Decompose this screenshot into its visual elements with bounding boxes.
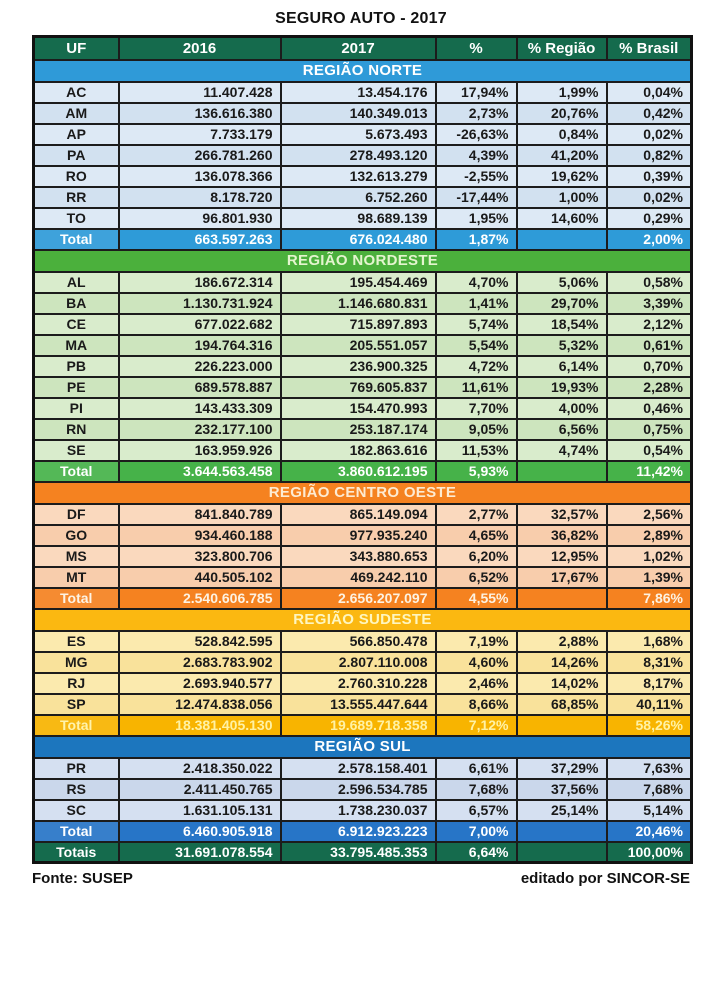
table-row	[34, 652, 692, 673]
value-cell: 205.551.057	[281, 335, 436, 356]
value-cell: 0,02%	[607, 124, 692, 145]
value-cell: 0,39%	[607, 166, 692, 187]
value-cell: 40,11%	[607, 694, 692, 715]
value-cell: 0,54%	[607, 440, 692, 461]
uf-cell: MT	[34, 567, 119, 588]
uf-cell: DF	[34, 504, 119, 525]
table-row	[34, 145, 692, 166]
value-cell: 143.433.309	[119, 398, 281, 419]
value-cell: 528.842.595	[119, 631, 281, 652]
table-row	[34, 567, 692, 588]
uf-cell: PR	[34, 758, 119, 779]
table-row	[34, 166, 692, 187]
uf-cell: PA	[34, 145, 119, 166]
uf-cell: MG	[34, 652, 119, 673]
grand-total-label-cell: Totais	[34, 842, 119, 863]
value-cell: 1.146.680.831	[281, 293, 436, 314]
value-cell: 1,41%	[436, 293, 517, 314]
region-total-value-cell: 2.656.207.097	[281, 588, 436, 609]
value-cell: 195.454.469	[281, 272, 436, 293]
value-cell: 0,84%	[517, 124, 607, 145]
value-cell: 689.578.887	[119, 377, 281, 398]
value-cell: 12.474.838.056	[119, 694, 281, 715]
value-cell: 232.177.100	[119, 419, 281, 440]
value-cell: 769.605.837	[281, 377, 436, 398]
region-total-value-cell: 7,12%	[436, 715, 517, 736]
uf-cell: GO	[34, 525, 119, 546]
region-header-row	[34, 482, 692, 504]
value-cell: 1.738.230.037	[281, 800, 436, 821]
value-cell: 4,74%	[517, 440, 607, 461]
region-total-value-cell: 676.024.480	[281, 229, 436, 250]
value-cell: 4,00%	[517, 398, 607, 419]
value-cell: 11,53%	[436, 440, 517, 461]
uf-cell: TO	[34, 208, 119, 229]
region-header-label: REGIÃO SUDESTE	[34, 609, 692, 631]
value-cell: 11.407.428	[119, 82, 281, 103]
value-cell: 7,63%	[607, 758, 692, 779]
value-cell: 1,99%	[517, 82, 607, 103]
value-cell: 2,77%	[436, 504, 517, 525]
value-cell: 29,70%	[517, 293, 607, 314]
region-header-label: REGIÃO CENTRO OESTE	[34, 482, 692, 504]
value-cell: 2.807.110.008	[281, 652, 436, 673]
value-cell: 20,76%	[517, 103, 607, 124]
table-row	[34, 673, 692, 694]
grand-total-value-cell: 33.795.485.353	[281, 842, 436, 863]
uf-cell: AM	[34, 103, 119, 124]
region-total-row	[34, 715, 692, 736]
uf-cell: CE	[34, 314, 119, 335]
table-row	[34, 440, 692, 461]
region-header-row	[34, 736, 692, 758]
uf-cell: MS	[34, 546, 119, 567]
value-cell: 2.693.940.577	[119, 673, 281, 694]
value-cell: 236.900.325	[281, 356, 436, 377]
value-cell: 2.683.783.902	[119, 652, 281, 673]
value-cell: 68,85%	[517, 694, 607, 715]
region-total-value-cell: 19.689.718.358	[281, 715, 436, 736]
region-total-value-cell: 7,00%	[436, 821, 517, 842]
table-row	[34, 694, 692, 715]
value-cell: 6,14%	[517, 356, 607, 377]
column-header-2017: 2017	[281, 37, 436, 60]
value-cell: 2.596.534.785	[281, 779, 436, 800]
region-total-value-cell	[517, 229, 607, 250]
uf-cell: ES	[34, 631, 119, 652]
value-cell: 37,29%	[517, 758, 607, 779]
region-total-label-cell: Total	[34, 461, 119, 482]
uf-cell: RR	[34, 187, 119, 208]
value-cell: 0,04%	[607, 82, 692, 103]
value-cell: 3,39%	[607, 293, 692, 314]
region-total-value-cell: 1,87%	[436, 229, 517, 250]
uf-cell: SE	[34, 440, 119, 461]
table-row	[34, 800, 692, 821]
value-cell: 5,06%	[517, 272, 607, 293]
value-cell: 841.840.789	[119, 504, 281, 525]
value-cell: 865.149.094	[281, 504, 436, 525]
value-cell: 2,89%	[607, 525, 692, 546]
value-cell: 1,02%	[607, 546, 692, 567]
value-cell: 14,02%	[517, 673, 607, 694]
value-cell: 2.418.350.022	[119, 758, 281, 779]
value-cell: 323.800.706	[119, 546, 281, 567]
value-cell: 6,57%	[436, 800, 517, 821]
region-total-label-cell: Total	[34, 229, 119, 250]
value-cell: 136.616.380	[119, 103, 281, 124]
table-header	[34, 37, 692, 60]
value-cell: 25,14%	[517, 800, 607, 821]
value-cell: 7,68%	[607, 779, 692, 800]
value-cell: 17,94%	[436, 82, 517, 103]
value-cell: 0,46%	[607, 398, 692, 419]
region-total-value-cell: 663.597.263	[119, 229, 281, 250]
uf-cell: SC	[34, 800, 119, 821]
value-cell: 5.673.493	[281, 124, 436, 145]
value-cell: 8,17%	[607, 673, 692, 694]
region-total-row	[34, 229, 692, 250]
region-total-value-cell: 2.540.606.785	[119, 588, 281, 609]
region-total-row	[34, 588, 692, 609]
value-cell: 278.493.120	[281, 145, 436, 166]
table-row	[34, 293, 692, 314]
value-cell: 566.850.478	[281, 631, 436, 652]
value-cell: 0,02%	[607, 187, 692, 208]
uf-cell: MA	[34, 335, 119, 356]
value-cell: 469.242.110	[281, 567, 436, 588]
value-cell: 2,28%	[607, 377, 692, 398]
region-total-row	[34, 821, 692, 842]
table-row	[34, 187, 692, 208]
value-cell: 163.959.926	[119, 440, 281, 461]
column-header-pct-brasil: % Brasil	[607, 37, 692, 60]
region-total-label-cell: Total	[34, 715, 119, 736]
value-cell: 934.460.188	[119, 525, 281, 546]
value-cell: 0,82%	[607, 145, 692, 166]
value-cell: 8.178.720	[119, 187, 281, 208]
value-cell: 4,70%	[436, 272, 517, 293]
value-cell: 7,19%	[436, 631, 517, 652]
value-cell: 1.631.105.131	[119, 800, 281, 821]
value-cell: 6.752.260	[281, 187, 436, 208]
region-total-value-cell: 7,86%	[607, 588, 692, 609]
table-row	[34, 419, 692, 440]
value-cell: 4,72%	[436, 356, 517, 377]
region-total-value-cell: 11,42%	[607, 461, 692, 482]
region-total-label-cell: Total	[34, 821, 119, 842]
value-cell: 13.454.176	[281, 82, 436, 103]
value-cell: 0,75%	[607, 419, 692, 440]
value-cell: 136.078.366	[119, 166, 281, 187]
region-total-value-cell	[517, 588, 607, 609]
value-cell: 0,70%	[607, 356, 692, 377]
value-cell: 36,82%	[517, 525, 607, 546]
table-row	[34, 525, 692, 546]
value-cell: 0,61%	[607, 335, 692, 356]
value-cell: 266.781.260	[119, 145, 281, 166]
value-cell: 0,42%	[607, 103, 692, 124]
value-cell: 154.470.993	[281, 398, 436, 419]
value-cell: 98.689.139	[281, 208, 436, 229]
region-header-row	[34, 60, 692, 82]
value-cell: 96.801.930	[119, 208, 281, 229]
column-header-uf: UF	[34, 37, 119, 60]
region-total-value-cell: 58,26%	[607, 715, 692, 736]
grand-total-row	[34, 842, 692, 863]
table-row	[34, 82, 692, 103]
region-total-value-cell: 18.381.405.130	[119, 715, 281, 736]
value-cell: 14,60%	[517, 208, 607, 229]
uf-cell: BA	[34, 293, 119, 314]
value-cell: -17,44%	[436, 187, 517, 208]
value-cell: 13.555.447.644	[281, 694, 436, 715]
value-cell: 8,31%	[607, 652, 692, 673]
value-cell: 6,56%	[517, 419, 607, 440]
region-total-value-cell: 2,00%	[607, 229, 692, 250]
region-total-label-cell: Total	[34, 588, 119, 609]
region-header-row	[34, 609, 692, 631]
value-cell: 677.022.682	[119, 314, 281, 335]
value-cell: 12,95%	[517, 546, 607, 567]
table-row	[34, 546, 692, 567]
region-total-row	[34, 461, 692, 482]
value-cell: 2.760.310.228	[281, 673, 436, 694]
value-cell: 2.411.450.765	[119, 779, 281, 800]
value-cell: -26,63%	[436, 124, 517, 145]
table-footer	[32, 870, 690, 887]
value-cell: 41,20%	[517, 145, 607, 166]
value-cell: 7,70%	[436, 398, 517, 419]
uf-cell: AP	[34, 124, 119, 145]
value-cell: 2,88%	[517, 631, 607, 652]
value-cell: 17,67%	[517, 567, 607, 588]
value-cell: 715.897.893	[281, 314, 436, 335]
value-cell: 5,14%	[607, 800, 692, 821]
value-cell: 140.349.013	[281, 103, 436, 124]
region-total-value-cell: 3.860.612.195	[281, 461, 436, 482]
value-cell: 132.613.279	[281, 166, 436, 187]
value-cell: 14,26%	[517, 652, 607, 673]
value-cell: 19,62%	[517, 166, 607, 187]
table-row	[34, 272, 692, 293]
table-row	[34, 335, 692, 356]
table-row	[34, 631, 692, 652]
grand-total-value-cell: 31.691.078.554	[119, 842, 281, 863]
report-sheet	[32, 0, 690, 887]
uf-cell: AC	[34, 82, 119, 103]
value-cell: 5,32%	[517, 335, 607, 356]
table-row	[34, 103, 692, 124]
header-row	[34, 37, 692, 60]
uf-cell: SP	[34, 694, 119, 715]
table-row	[34, 758, 692, 779]
table-row	[34, 377, 692, 398]
value-cell: 7,68%	[436, 779, 517, 800]
uf-cell: RN	[34, 419, 119, 440]
grand-total-value-cell	[517, 842, 607, 863]
value-cell: 6,61%	[436, 758, 517, 779]
column-header-2016: 2016	[119, 37, 281, 60]
uf-cell: PB	[34, 356, 119, 377]
value-cell: 343.880.653	[281, 546, 436, 567]
value-cell: 226.223.000	[119, 356, 281, 377]
value-cell: 7.733.179	[119, 124, 281, 145]
value-cell: 32,57%	[517, 504, 607, 525]
uf-cell: PI	[34, 398, 119, 419]
value-cell: 4,65%	[436, 525, 517, 546]
region-total-value-cell	[517, 461, 607, 482]
value-cell: 0,29%	[607, 208, 692, 229]
value-cell: 1,39%	[607, 567, 692, 588]
value-cell: 11,61%	[436, 377, 517, 398]
region-total-value-cell: 6.912.923.223	[281, 821, 436, 842]
table-row	[34, 504, 692, 525]
value-cell: 2,12%	[607, 314, 692, 335]
value-cell: 253.187.174	[281, 419, 436, 440]
region-total-value-cell: 3.644.563.458	[119, 461, 281, 482]
region-header-row	[34, 250, 692, 272]
value-cell: 194.764.316	[119, 335, 281, 356]
uf-cell: RO	[34, 166, 119, 187]
uf-cell: RS	[34, 779, 119, 800]
table-body	[34, 60, 692, 863]
uf-cell: AL	[34, 272, 119, 293]
value-cell: 5,54%	[436, 335, 517, 356]
uf-cell: PE	[34, 377, 119, 398]
region-header-label: REGIÃO NORTE	[34, 60, 692, 82]
value-cell: 977.935.240	[281, 525, 436, 546]
value-cell: 8,66%	[436, 694, 517, 715]
value-cell: 2.578.158.401	[281, 758, 436, 779]
region-header-label: REGIÃO NORDESTE	[34, 250, 692, 272]
region-total-value-cell: 4,55%	[436, 588, 517, 609]
value-cell: 4,39%	[436, 145, 517, 166]
value-cell: 440.505.102	[119, 567, 281, 588]
region-total-value-cell: 20,46%	[607, 821, 692, 842]
page-title: SEGURO AUTO - 2017	[275, 10, 447, 27]
value-cell: 6,52%	[436, 567, 517, 588]
value-cell: 1.130.731.924	[119, 293, 281, 314]
value-cell: 5,74%	[436, 314, 517, 335]
value-cell: 2,56%	[607, 504, 692, 525]
value-cell: 6,20%	[436, 546, 517, 567]
region-total-value-cell: 5,93%	[436, 461, 517, 482]
region-total-value-cell	[517, 821, 607, 842]
value-cell: 1,00%	[517, 187, 607, 208]
value-cell: 186.672.314	[119, 272, 281, 293]
source-label: Fonte: SUSEP	[32, 870, 133, 887]
table-row	[34, 779, 692, 800]
value-cell: 1,68%	[607, 631, 692, 652]
column-header-pct-regiao: % Região	[517, 37, 607, 60]
grand-total-value-cell: 100,00%	[607, 842, 692, 863]
column-header-pct: %	[436, 37, 517, 60]
table-row	[34, 208, 692, 229]
region-header-label: REGIÃO SUL	[34, 736, 692, 758]
table-row	[34, 356, 692, 377]
value-cell: 1,95%	[436, 208, 517, 229]
value-cell: 18,54%	[517, 314, 607, 335]
data-table	[32, 35, 693, 864]
value-cell: 0,58%	[607, 272, 692, 293]
grand-total-value-cell: 6,64%	[436, 842, 517, 863]
value-cell: 2,73%	[436, 103, 517, 124]
table-row	[34, 398, 692, 419]
value-cell: 9,05%	[436, 419, 517, 440]
region-total-value-cell	[517, 715, 607, 736]
uf-cell: RJ	[34, 673, 119, 694]
value-cell: 182.863.616	[281, 440, 436, 461]
table-row	[34, 314, 692, 335]
value-cell: 19,93%	[517, 377, 607, 398]
value-cell: 37,56%	[517, 779, 607, 800]
value-cell: -2,55%	[436, 166, 517, 187]
region-total-value-cell: 6.460.905.918	[119, 821, 281, 842]
credit-label: editado por SINCOR-SE	[520, 870, 690, 887]
table-row	[34, 124, 692, 145]
value-cell: 2,46%	[436, 673, 517, 694]
value-cell: 4,60%	[436, 652, 517, 673]
